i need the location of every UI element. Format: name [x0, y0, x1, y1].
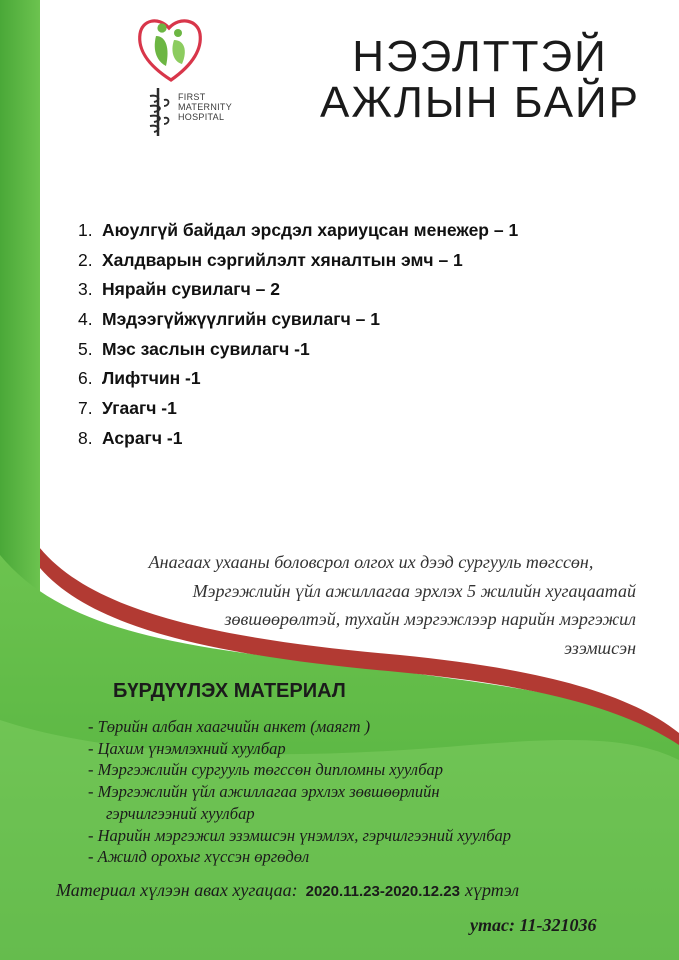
materials-item: - Ажилд орохыг хүссэн өргөдөл: [88, 847, 310, 867]
logo-line-3: HOSPITAL: [178, 112, 225, 122]
materials-item: гэрчилгээний хуулбар: [106, 803, 255, 823]
vacancy-text: Халдварын сэргийлэлт хяналтын эмч – 1: [102, 249, 463, 270]
requirements-text: [96, 548, 636, 662]
vacancy-text: Асрагч -1: [102, 427, 183, 448]
vacancy-list: [78, 216, 638, 454]
materials-item: - Төрийн албан хаагчийн анкет (маягт ): [88, 717, 371, 736]
deadline-label: Материал хүлээн авах хугацаа:: [56, 880, 298, 900]
vacancy-item: [78, 394, 638, 424]
vacancy-item: [78, 424, 638, 454]
vacancy-number: 1.: [78, 220, 93, 240]
vacancy-item: [78, 305, 638, 335]
deadline-dates: 2020.11.23-2020.12.23: [305, 883, 460, 900]
vacancy-number: 5.: [78, 338, 93, 359]
vacancy-number: 2.: [78, 249, 93, 270]
materials-heading: БҮРДҮҮЛЭХ МАТЕРИАЛ: [113, 680, 346, 702]
vacancy-text: Угаагч -1: [102, 398, 177, 419]
vacancy-number: 8.: [78, 427, 93, 448]
vacancy-item: [78, 335, 638, 365]
vacancy-number: 6.: [78, 368, 93, 389]
page-title: [300, 34, 660, 126]
vacancy-text: Мэс заслын сувилагч -1: [102, 338, 310, 359]
deadline-suffix: хүртэл: [464, 880, 520, 900]
logo-line-2: MATERNITY: [178, 102, 233, 112]
vacancy-number: 7.: [78, 398, 93, 419]
vacancy-text: Мэдээгүйжүүлгийн сувилагч – 1: [102, 309, 380, 330]
logo-text: [178, 92, 232, 122]
materials-list: [88, 716, 658, 868]
title-line-2: АЖЛЫН БАЙР: [319, 78, 641, 127]
vacancy-number: 3.: [78, 279, 93, 300]
logo-heart-icon: [136, 14, 206, 86]
vacancy-number: 4.: [78, 309, 93, 330]
requirements-line: зөвшөөрөлтэй, тухайн мэргэжлээр нарийн мэргэжил: [224, 609, 636, 629]
logo-line-1: FIRST: [178, 92, 206, 102]
deadline: [56, 880, 519, 901]
vacancy-text: Лифтчин -1: [102, 368, 201, 389]
phone-number: утас: 11-321036: [470, 915, 597, 935]
requirements-line: эзэмшсэн: [564, 637, 636, 658]
title-line-1: НЭЭЛТТЭЙ: [352, 32, 608, 81]
requirements-line: Мэргэжлийн үйл ажиллагаа эрхлэх 5 жилийн хугацаатай: [192, 580, 636, 601]
materials-item: - Нарийн мэргэжил эзэмшсэн үнэмлэх, гэрчилгээний хуулбар: [88, 825, 512, 845]
materials-item: - Цахим үнэмлэхний хуулбар: [88, 738, 286, 758]
hospital-logo: [128, 12, 258, 130]
vacancy-text: Аюулгүй байдал эрсдэл хариуцсан менежер – 1: [102, 220, 519, 240]
vacancy-item: [78, 364, 638, 394]
materials-item: - Мэргэжлийн сургууль төгссөн дипломны хуулбар: [88, 760, 443, 780]
materials-item: - Мэргэжлийн үйл ажиллагаа эрхлэх зөвшөөрлийн: [88, 782, 440, 802]
vacancy-text: Нярайн сувилагч – 2: [102, 279, 280, 300]
vacancy-item: [78, 246, 638, 276]
requirements-line: Анагаах ухааны боловсрол олгох их дээд сургууль төгссөн,: [148, 552, 594, 572]
vacancy-item: [78, 275, 638, 305]
mongolian-script-icon: [144, 86, 174, 138]
vacancy-item: [78, 216, 638, 246]
